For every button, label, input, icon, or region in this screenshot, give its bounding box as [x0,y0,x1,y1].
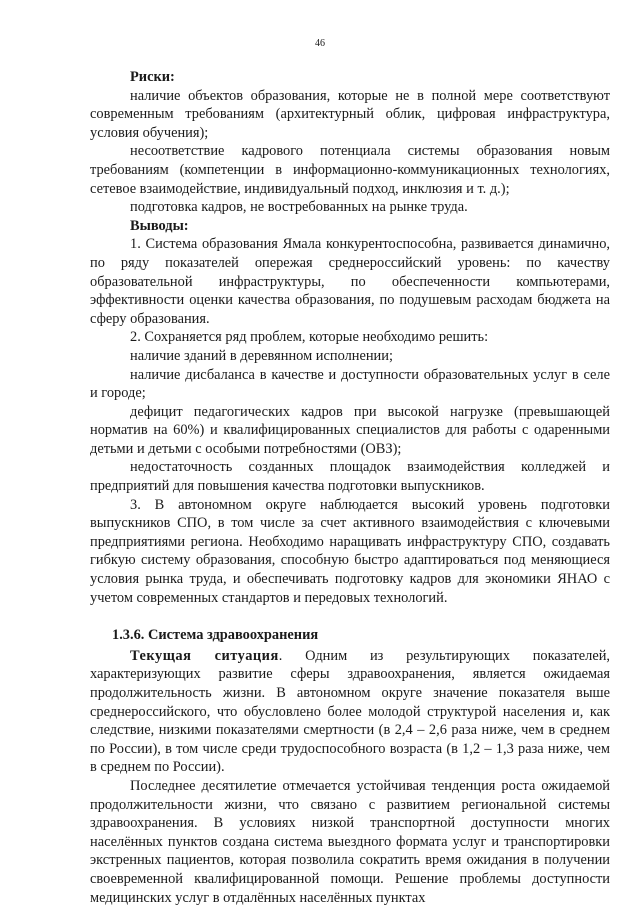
conclusion-paragraph-2: 2. Сохраняется ряд проблем, которые необходимо решить: [130,329,489,346]
conclusion-paragraph-3: 3. В автономном округе наблюдается высокий уровень подготовки выпускников СПО, в том числе за счет активного взаимодействия с ключевыми предприятиями региона. Необходимо наращивать инфраструктуру СПО, создавать гибкую систему образования, способную быстро адаптироваться под меняющиеся условия рынка труда, и обеспечивать подготовку кадров для экономики ЯНАО с учетом современных стандартов и передовых технологий. [90,496,610,606]
problem-item: недостаточность созданных площадок взаимодействия колледжей и предприятий для повышения качества подготовки выпускников. [90,459,610,495]
page-content [90,68,610,907]
risk-item: несоответствие кадрового потенциала системы образования новым требованиям (компетенции в информационно-коммуникационных технологиях, сетевое взаимодействие, индивидуальный подход, инклюзия и т. д.); [90,143,610,197]
risk-item: наличие объектов образования, которые не в полной мере соответствуют современным требованиям (архитектурный облик, цифровая инфраструктура, условия обучения); [90,87,610,141]
section-paragraph-1 [90,647,610,777]
section-paragraph-1-text: . Одним из результирующих показателей, характеризующих развитие сферы здравоохранения, является ожидаемая продолжительность жизни. В автономном округе значение показателя выше среднероссийского, что обусловлено более молодой структурой населения и, как следствие, низкими показателями смертности (в 2,4 – 2,6 раза ниже, чем в среднем по России), в том числе среди трудоспособного возраста (в 1,2 – 1,3 раза ниже, чем в среднем по России). [90,647,611,776]
problem-item: наличие дисбаланса в качестве и доступности образовательных услуг в селе и городе; [90,366,610,402]
conclusions-heading: Выводы: [130,217,189,234]
conclusion-paragraph-1: 1. Система образования Ямала конкурентоспособна, развивается динамично, по ряду показателей опережая среднероссийский уровень: по качеству образовательной инфраструктуры, по обеспеченности компьютерами, эффективности оценки качества образования, по подушевым расходам бюджета на сферу образования. [90,236,610,327]
risk-item: подготовка кадров, не востребованных на рынке труда. [130,199,468,216]
problem-item: дефицит педагогических кадров при высокой нагрузке (превышающей норматив на 60%) и квалифицированных специалистов для работы с одаренными детьми и детьми с особыми потребностями (ОВЗ); [90,403,610,457]
page-number: 46 [315,38,325,49]
section-title: 1.3.6. Система здравоохранения [112,627,319,644]
problem-item: наличие зданий в деревянном исполнении; [130,347,393,364]
section-paragraph-2: Последнее десятилетие отмечается устойчивая тенденция роста ожидаемой продолжительности жизни, что связано с развитием региональной системы здравоохранения. В условиях низкой транспортной доступности многих населённых пунктов создана система выездного формата услуг и транспортировки экстренных пациентов, которая позволила сократить время ожидания в получении своевременной квалифицированной помощи. Решение проблемы доступности медицинских услуг в отдалённых населённых пунктах [90,777,610,906]
section-lead: Текущая ситуация [130,647,279,664]
risks-heading: Риски: [130,69,175,85]
